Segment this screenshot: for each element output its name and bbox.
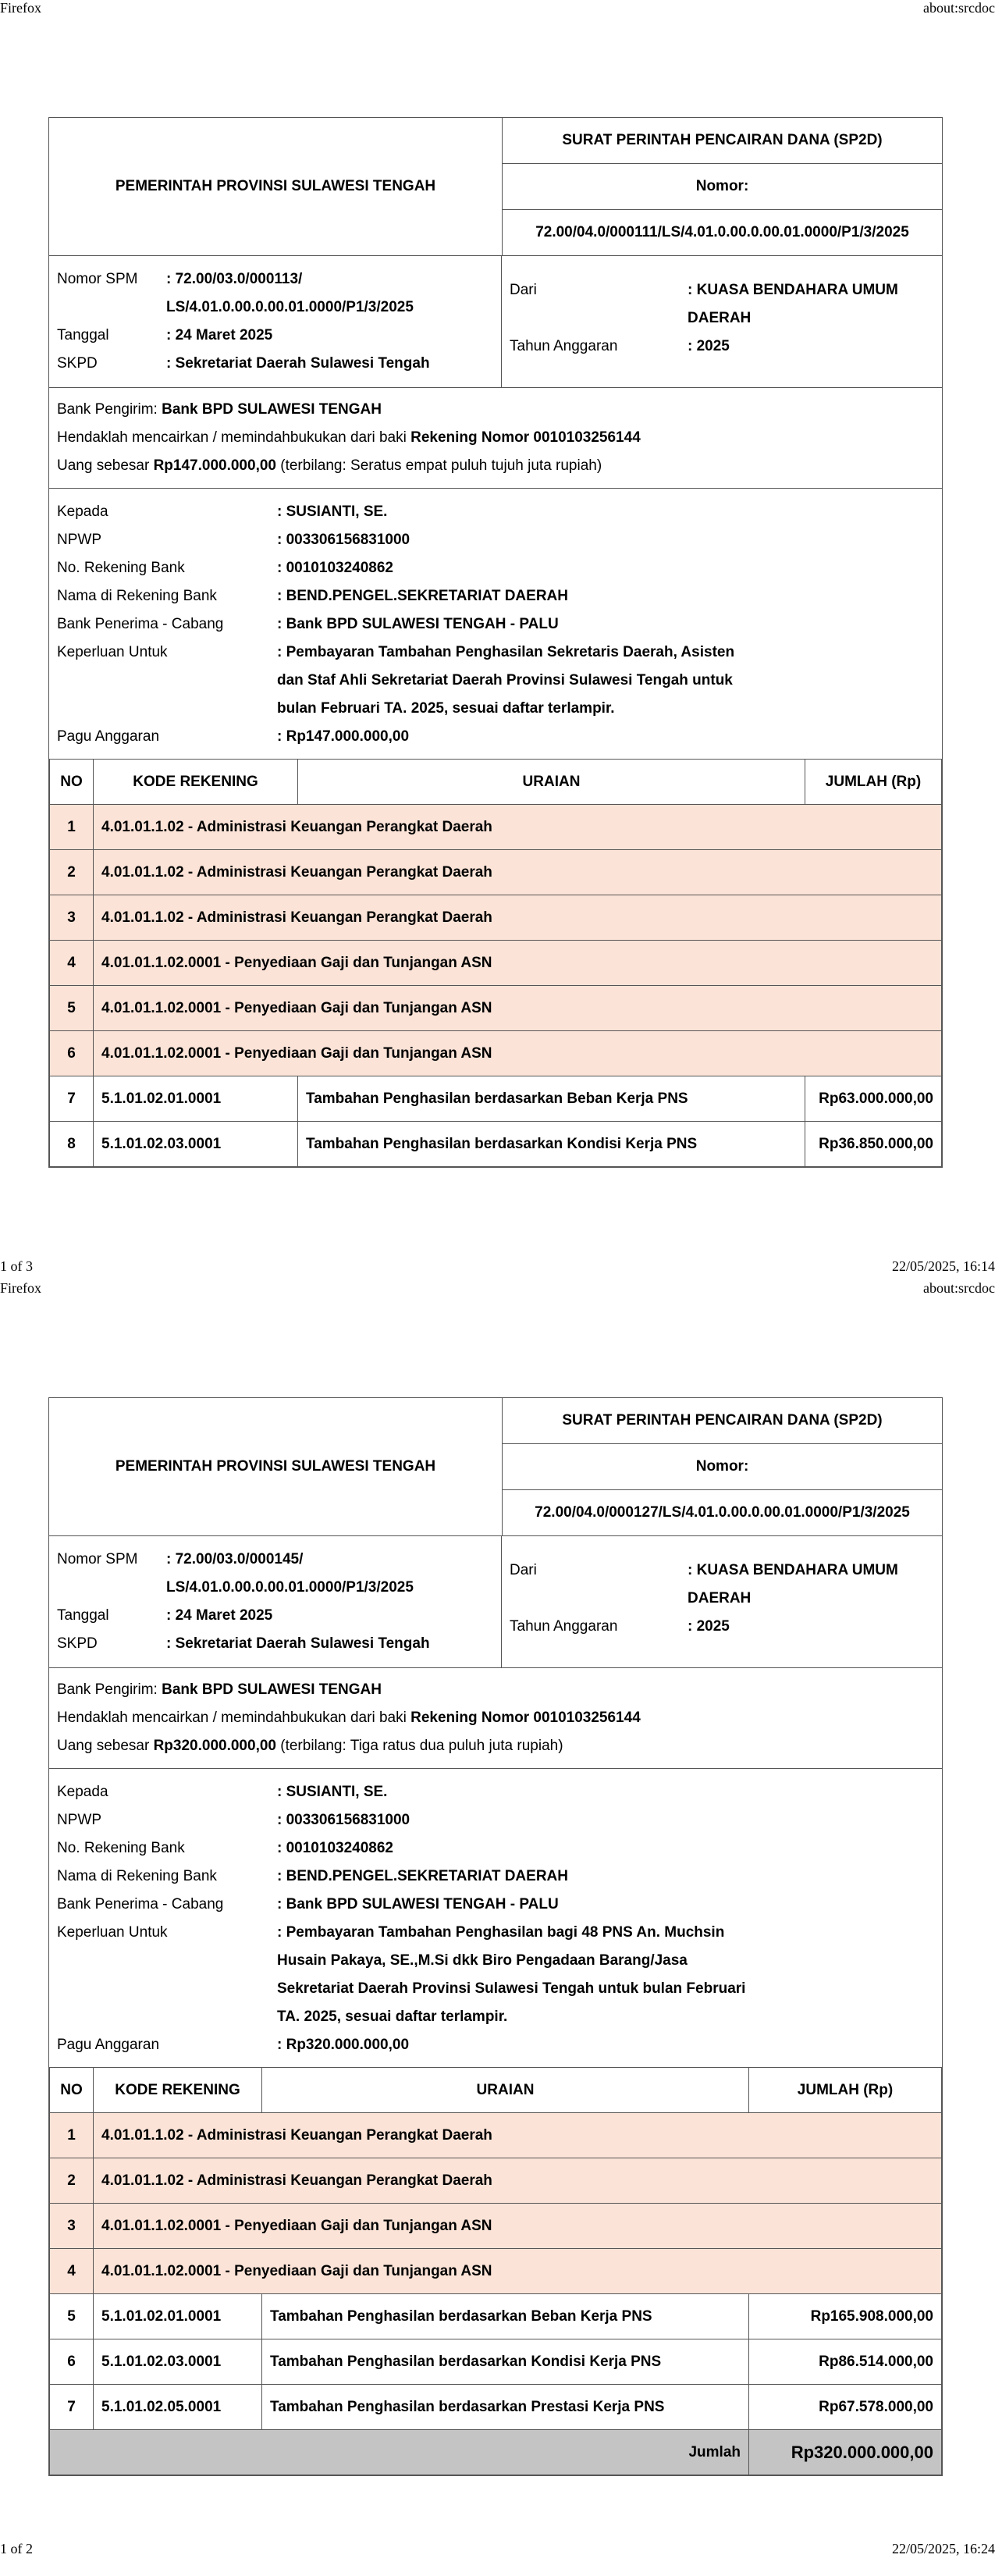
nama-rek-value: : BEND.PENGEL.SEKRETARIAT DAERAH bbox=[277, 588, 568, 604]
row-no: 7 bbox=[50, 1076, 94, 1122]
tahun-label: Tahun Anggaran bbox=[510, 1618, 618, 1635]
keperluan-line: : Pembayaran Tambahan Penghasilan bagi 48 PNS An. Muchsin bbox=[277, 1924, 725, 1941]
bank-penerima-value: : Bank BPD SULAWESI TENGAH - PALU bbox=[277, 616, 559, 632]
bank-pengirim-label: Bank Pengirim: bbox=[57, 401, 162, 418]
row-no: 3 bbox=[50, 895, 94, 941]
spm-label: Nomor SPM bbox=[57, 271, 138, 287]
browser-name: Firefox bbox=[0, 0, 41, 16]
nama-rek-value: : BEND.PENGEL.SEKRETARIAT DAERAH bbox=[277, 1868, 568, 1884]
row-no: 4 bbox=[50, 2249, 94, 2294]
norek-label: No. Rekening Bank bbox=[57, 560, 185, 576]
col-kode: KODE REKENING bbox=[94, 2068, 262, 2113]
row-jumlah: Rp63.000.000,00 bbox=[805, 1076, 942, 1122]
print-datetime: 22/05/2025, 16:14 bbox=[891, 1258, 995, 1274]
doc-meta bbox=[49, 1536, 942, 1668]
table-row bbox=[50, 1076, 942, 1122]
row-no: 7 bbox=[50, 2385, 94, 2430]
doc-header bbox=[49, 118, 942, 256]
browser-name: Firefox bbox=[0, 1280, 41, 1296]
recipient-section bbox=[49, 1769, 942, 2067]
pagu-label: Pagu Anggaran bbox=[57, 728, 160, 745]
bank-pengirim-value: Bank BPD SULAWESI TENGAH bbox=[162, 401, 382, 418]
meta-left bbox=[49, 1536, 502, 1667]
hendaklah-text: Hendaklah mencairkan / memindahbukukan dari baki bbox=[57, 1710, 411, 1726]
nomor-label: Nomor: bbox=[503, 1443, 942, 1489]
row-uraian: Tambahan Penghasilan berdasarkan Beban Kerja PNS bbox=[298, 1076, 805, 1122]
row-kode: 4.01.01.1.02.0001 - Penyediaan Gaji dan Tunjangan ASN bbox=[94, 1031, 942, 1076]
col-no: NO bbox=[50, 760, 94, 805]
row-jumlah: Rp67.578.000,00 bbox=[749, 2385, 942, 2430]
nama-rek-label: Nama di Rekening Bank bbox=[57, 588, 217, 604]
npwp-value: : 003306156831000 bbox=[277, 532, 410, 548]
row-kode: 4.01.01.1.02 - Administrasi Keuangan Perangkat Daerah bbox=[94, 805, 942, 850]
table-row bbox=[50, 2294, 942, 2339]
items-table bbox=[49, 759, 942, 1167]
col-jumlah: JUMLAH (Rp) bbox=[749, 2068, 942, 2113]
row-uraian: Tambahan Penghasilan berdasarkan Kondisi Kerja PNS bbox=[262, 2339, 749, 2385]
page-url: about:srcdoc bbox=[923, 0, 995, 16]
terbilang-text: (terbilang: Seratus empat puluh tujuh juta rupiah) bbox=[275, 457, 602, 474]
table-row bbox=[50, 941, 942, 986]
npwp-label: NPWP bbox=[57, 1812, 101, 1828]
table-row bbox=[50, 1031, 942, 1076]
total-label: Jumlah bbox=[50, 2430, 749, 2475]
nomor-label: Nomor: bbox=[503, 163, 942, 209]
dari-value-cont: DAERAH bbox=[688, 1590, 752, 1606]
terbilang-text: (terbilang: Tiga ratus dua puluh juta rupiah) bbox=[275, 1738, 563, 1754]
tahun-value: : 2025 bbox=[688, 338, 730, 354]
tanggal-value: : 24 Maret 2025 bbox=[166, 1607, 273, 1624]
keperluan-line: bulan Februari TA. 2025, sesuai daftar terlampir. bbox=[277, 700, 615, 717]
tahun-label: Tahun Anggaran bbox=[510, 338, 618, 354]
uang-label: Uang sebesar bbox=[57, 1738, 154, 1754]
row-no: 5 bbox=[50, 986, 94, 1031]
table-row bbox=[50, 986, 942, 1031]
row-kode: 5.1.01.02.01.0001 bbox=[94, 2294, 262, 2339]
nama-rek-label: Nama di Rekening Bank bbox=[57, 1868, 217, 1884]
doc-header bbox=[49, 1398, 942, 1536]
row-kode: 5.1.01.02.01.0001 bbox=[94, 1076, 298, 1122]
sp2d-document bbox=[48, 117, 943, 1168]
spm-value-cont: LS/4.01.0.00.0.00.01.0000/P1/3/2025 bbox=[166, 1579, 414, 1596]
bank-section bbox=[49, 388, 942, 489]
col-jumlah: JUMLAH (Rp) bbox=[805, 760, 942, 805]
row-uraian: Tambahan Penghasilan berdasarkan Kondisi Kerja PNS bbox=[298, 1122, 805, 1167]
row-kode: 4.01.01.1.02.0001 - Penyediaan Gaji dan Tunjangan ASN bbox=[94, 941, 942, 986]
row-no: 4 bbox=[50, 941, 94, 986]
table-row bbox=[50, 2385, 942, 2430]
table-header-row bbox=[50, 760, 942, 805]
keperluan-line: Sekretariat Daerah Provinsi Sulawesi Tengah untuk bulan Februari bbox=[277, 1980, 746, 1997]
row-no: 8 bbox=[50, 1122, 94, 1167]
row-jumlah: Rp165.908.000,00 bbox=[749, 2294, 942, 2339]
pagu-value: : Rp147.000.000,00 bbox=[277, 728, 410, 745]
norek-label: No. Rekening Bank bbox=[57, 1840, 185, 1856]
dari-label: Dari bbox=[510, 1562, 537, 1578]
tanggal-value: : 24 Maret 2025 bbox=[166, 327, 273, 343]
table-row bbox=[50, 850, 942, 895]
recipient-section bbox=[49, 489, 942, 759]
doc-meta bbox=[49, 256, 942, 388]
tahun-value: : 2025 bbox=[688, 1618, 730, 1635]
col-uraian: URAIAN bbox=[262, 2068, 749, 2113]
dari-label: Dari bbox=[510, 282, 537, 298]
row-kode: 4.01.01.1.02.0001 - Penyediaan Gaji dan Tunjangan ASN bbox=[94, 986, 942, 1031]
bank-pengirim-value: Bank BPD SULAWESI TENGAH bbox=[162, 1681, 382, 1698]
table-header-row bbox=[50, 2068, 942, 2113]
pagu-value: : Rp320.000.000,00 bbox=[277, 2037, 410, 2053]
keperluan-line: TA. 2025, sesuai daftar terlampir. bbox=[277, 2008, 508, 2025]
doc-title: SURAT PERINTAH PENCAIRAN DANA (SP2D) bbox=[562, 132, 883, 148]
page-number: 1 of 3 bbox=[0, 1258, 33, 1274]
row-kode: 5.1.01.02.03.0001 bbox=[94, 2339, 262, 2385]
bank-penerima-label: Bank Penerima - Cabang bbox=[57, 616, 224, 632]
dari-value-cont: DAERAH bbox=[688, 310, 752, 326]
row-kode: 4.01.01.1.02 - Administrasi Keuangan Perangkat Daerah bbox=[94, 2113, 942, 2158]
row-jumlah: Rp36.850.000,00 bbox=[805, 1122, 942, 1167]
doc-title: SURAT PERINTAH PENCAIRAN DANA (SP2D) bbox=[562, 1412, 883, 1429]
kepada-value: : SUSIANTI, SE. bbox=[277, 503, 388, 520]
row-uraian: Tambahan Penghasilan berdasarkan Prestasi Kerja PNS bbox=[262, 2385, 749, 2430]
row-no: 2 bbox=[50, 2158, 94, 2204]
keperluan-line: : Pembayaran Tambahan Penghasilan Sekretaris Daerah, Asisten bbox=[277, 644, 735, 660]
row-kode: 4.01.01.1.02 - Administrasi Keuangan Perangkat Daerah bbox=[94, 2158, 942, 2204]
meta-right bbox=[502, 1536, 942, 1667]
table-row bbox=[50, 2158, 942, 2204]
doc-title-block bbox=[503, 118, 942, 255]
row-no: 6 bbox=[50, 2339, 94, 2385]
hendaklah-text: Hendaklah mencairkan / memindahbukukan dari baki bbox=[57, 429, 411, 446]
skpd-label: SKPD bbox=[57, 1635, 98, 1652]
row-kode: 5.1.01.02.05.0001 bbox=[94, 2385, 262, 2430]
bank-penerima-value: : Bank BPD SULAWESI TENGAH - PALU bbox=[277, 1896, 559, 1912]
keperluan-line: Husain Pakaya, SE.,M.Si dkk Biro Pengadaan Barang/Jasa bbox=[277, 1952, 688, 1969]
table-row bbox=[50, 805, 942, 850]
keperluan-line: dan Staf Ahli Sekretariat Daerah Provinsi Sulawesi Tengah untuk bbox=[277, 672, 733, 688]
doc-title-block bbox=[503, 1398, 942, 1535]
row-no: 5 bbox=[50, 2294, 94, 2339]
rekening-nomor: Rekening Nomor 0010103256144 bbox=[410, 429, 641, 446]
government-name: PEMERINTAH PROVINSI SULAWESI TENGAH bbox=[49, 1398, 503, 1535]
meta-right bbox=[502, 256, 942, 387]
table-row bbox=[50, 2113, 942, 2158]
row-uraian: Tambahan Penghasilan berdasarkan Beban Kerja PNS bbox=[262, 2294, 749, 2339]
total-value: Rp320.000.000,00 bbox=[749, 2430, 942, 2475]
spm-value: : 72.00/03.0/000113/ bbox=[166, 271, 303, 287]
table-row bbox=[50, 1122, 942, 1167]
row-no: 2 bbox=[50, 850, 94, 895]
dari-value: : KUASA BENDAHARA UMUM bbox=[688, 1562, 898, 1578]
skpd-label: SKPD bbox=[57, 355, 98, 372]
meta-left bbox=[49, 256, 502, 387]
nomor-value: 72.00/04.0/000127/LS/4.01.0.00.0.00.01.0000/P1/3/2025 bbox=[503, 1489, 942, 1535]
table-row bbox=[50, 2204, 942, 2249]
kepada-label: Kepada bbox=[57, 1784, 108, 1800]
pagu-label: Pagu Anggaran bbox=[57, 2037, 160, 2053]
spm-value: : 72.00/03.0/000145/ bbox=[166, 1551, 304, 1567]
sp2d-document bbox=[48, 1397, 943, 2476]
npwp-value: : 003306156831000 bbox=[277, 1812, 410, 1828]
row-no: 1 bbox=[50, 2113, 94, 2158]
row-jumlah: Rp86.514.000,00 bbox=[749, 2339, 942, 2385]
tanggal-label: Tanggal bbox=[57, 327, 109, 343]
bank-pengirim-label: Bank Pengirim: bbox=[57, 1681, 162, 1698]
page-number: 1 of 2 bbox=[0, 2541, 33, 2556]
total-row bbox=[50, 2430, 942, 2475]
table-row bbox=[50, 2249, 942, 2294]
kepada-label: Kepada bbox=[57, 503, 108, 520]
spm-value-cont: LS/4.01.0.00.0.00.01.0000/P1/3/2025 bbox=[166, 299, 414, 315]
row-kode: 4.01.01.1.02.0001 - Penyediaan Gaji dan Tunjangan ASN bbox=[94, 2249, 942, 2294]
uang-label: Uang sebesar bbox=[57, 457, 154, 474]
government-name: PEMERINTAH PROVINSI SULAWESI TENGAH bbox=[49, 118, 503, 255]
tanggal-label: Tanggal bbox=[57, 1607, 109, 1624]
col-kode: KODE REKENING bbox=[94, 760, 298, 805]
bank-section bbox=[49, 1668, 942, 1769]
norek-value: : 0010103240862 bbox=[277, 560, 393, 576]
uang-value: Rp147.000.000,00 bbox=[153, 457, 276, 474]
print-datetime: 22/05/2025, 16:24 bbox=[891, 2541, 995, 2556]
table-row bbox=[50, 2339, 942, 2385]
col-uraian: URAIAN bbox=[298, 760, 805, 805]
items-table bbox=[49, 2067, 942, 2475]
skpd-value: : Sekretariat Daerah Sulawesi Tengah bbox=[166, 1635, 430, 1652]
rekening-nomor: Rekening Nomor 0010103256144 bbox=[410, 1710, 641, 1726]
row-no: 3 bbox=[50, 2204, 94, 2249]
row-kode: 4.01.01.1.02 - Administrasi Keuangan Perangkat Daerah bbox=[94, 895, 942, 941]
row-kode: 4.01.01.1.02.0001 - Penyediaan Gaji dan Tunjangan ASN bbox=[94, 2204, 942, 2249]
nomor-value: 72.00/04.0/000111/LS/4.01.0.00.0.00.01.0000/P1/3/2025 bbox=[503, 209, 942, 255]
norek-value: : 0010103240862 bbox=[277, 1840, 393, 1856]
dari-value: : KUASA BENDAHARA UMUM bbox=[688, 282, 898, 298]
skpd-value: : Sekretariat Daerah Sulawesi Tengah bbox=[166, 355, 430, 372]
keperluan-label: Keperluan Untuk bbox=[57, 1924, 168, 1941]
row-no: 1 bbox=[50, 805, 94, 850]
npwp-label: NPWP bbox=[57, 532, 101, 548]
uang-value: Rp320.000.000,00 bbox=[153, 1738, 276, 1754]
row-kode: 4.01.01.1.02 - Administrasi Keuangan Perangkat Daerah bbox=[94, 850, 942, 895]
col-no: NO bbox=[50, 2068, 94, 2113]
bank-penerima-label: Bank Penerima - Cabang bbox=[57, 1896, 224, 1912]
row-kode: 5.1.01.02.03.0001 bbox=[94, 1122, 298, 1167]
keperluan-label: Keperluan Untuk bbox=[57, 644, 168, 660]
kepada-value: : SUSIANTI, SE. bbox=[277, 1784, 388, 1800]
page-url: about:srcdoc bbox=[923, 1280, 995, 1296]
spm-label: Nomor SPM bbox=[57, 1551, 138, 1567]
row-no: 6 bbox=[50, 1031, 94, 1076]
table-row bbox=[50, 895, 942, 941]
